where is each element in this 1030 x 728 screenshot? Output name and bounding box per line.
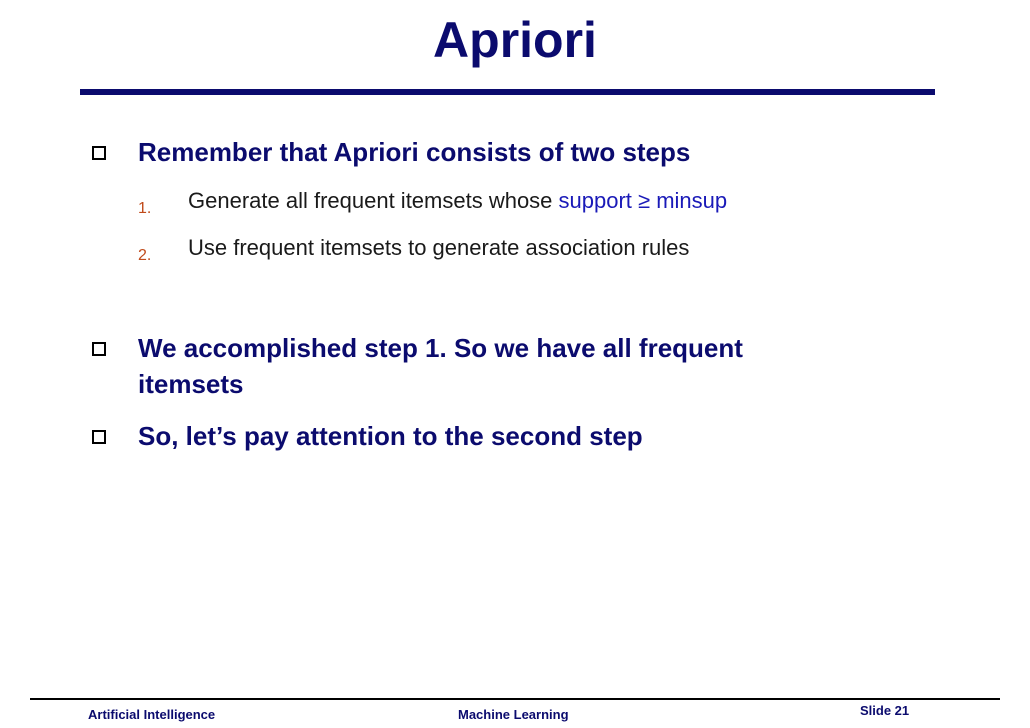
step-text-2: Use frequent itemsets to generate association rules <box>188 235 690 260</box>
bullet-text-3: So, let’s pay attention to the second step <box>138 421 643 451</box>
step-text-1-highlight: support ≥ minsup <box>558 188 728 213</box>
footer-divider <box>30 698 1000 700</box>
title-divider <box>80 89 935 95</box>
bullet-text-2-line-2: itemsets <box>138 369 244 399</box>
slide-title: Apriori <box>433 12 597 68</box>
bullet-text-1: Remember that Apriori consists of two steps <box>138 137 691 167</box>
bullet-text-2-line-1: We accomplished step 1. So we have all frequent <box>138 333 743 363</box>
bullet-square-icon <box>92 146 106 160</box>
bullet-square-icon <box>92 342 106 356</box>
bullet-square-icon <box>92 430 106 444</box>
step-text-1-main: Generate all frequent itemsets whose <box>188 188 559 213</box>
step-number-2: 2. <box>138 247 152 264</box>
footer-topic: Machine Learning <box>458 707 569 722</box>
footer-slide-number: Slide 21 <box>860 703 910 718</box>
footer-course: Artificial Intelligence <box>88 707 216 722</box>
bullet-text-2 <box>138 330 743 402</box>
step-text-1 <box>188 186 727 216</box>
step-number-1: 1. <box>138 200 152 217</box>
